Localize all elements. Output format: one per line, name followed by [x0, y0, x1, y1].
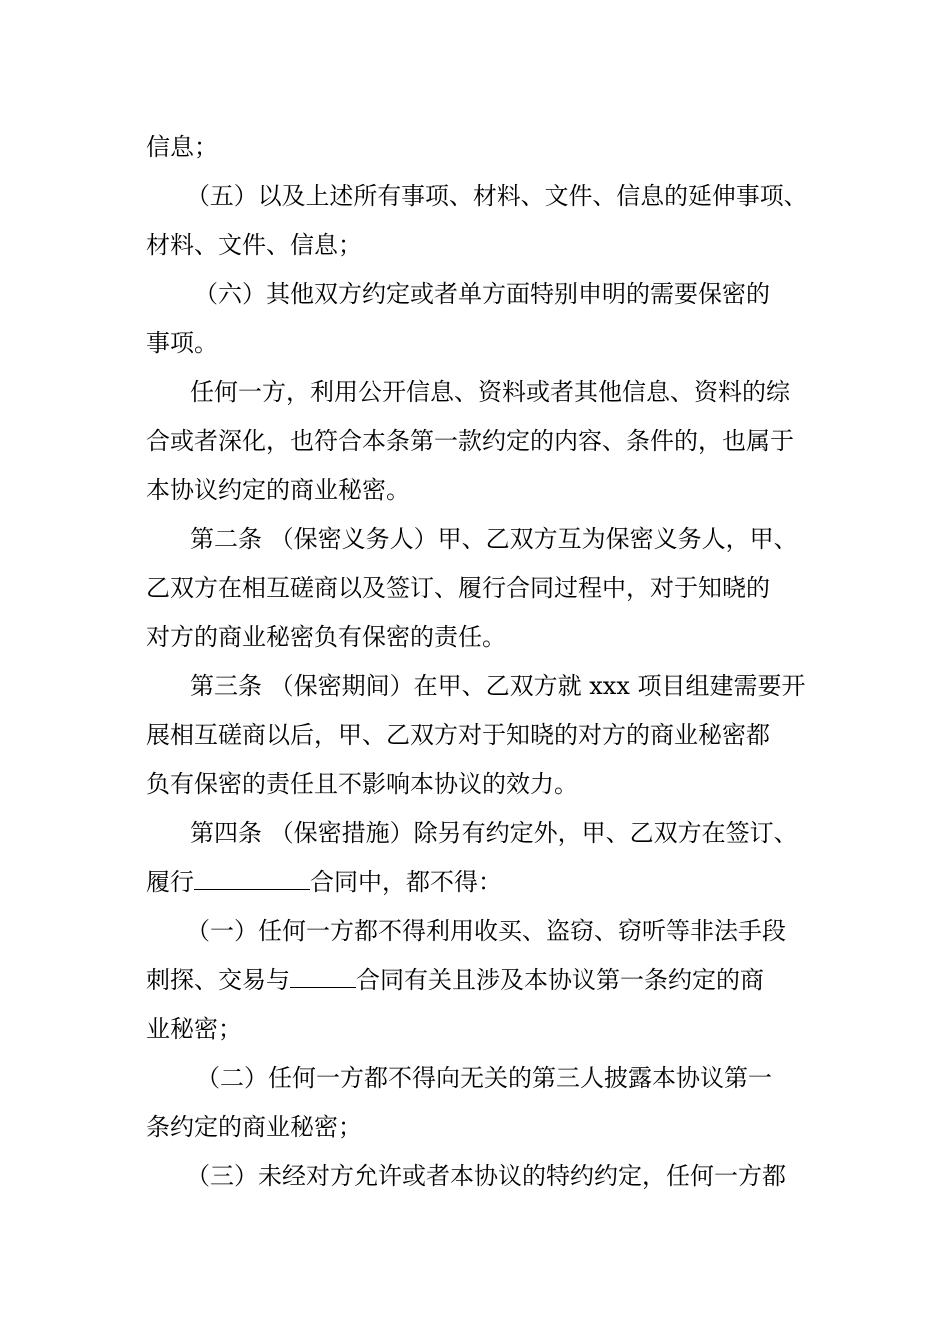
paragraph-line: 条约定的商业秘密；	[146, 1113, 362, 1141]
paragraph-line: 展相互磋商以后，甲、乙双方对于知晓的对方的商业秘密都	[146, 721, 770, 749]
fill-in-blank	[290, 957, 356, 988]
paragraph-line: 业秘密；	[146, 1015, 242, 1043]
line-text-before-blank: 刺探、交易与	[146, 966, 290, 994]
paragraph-line: 乙双方在相互磋商以及签订、履行合同过程中，对于知晓的	[146, 574, 770, 602]
paragraph-line: （二）任何一方都不得向无关的第三人披露本协议第一	[196, 1064, 772, 1092]
paragraph-line: 第四条 （保密措施）除另有约定外，甲、乙双方在签订、	[190, 819, 798, 847]
paragraph-line-with-blank	[146, 956, 808, 1005]
paragraph-line: 第二条 （保密义务人）甲、乙双方互为保密义务人，甲、	[190, 525, 798, 553]
document-body	[146, 123, 808, 1201]
paragraph-line: 负有保密的责任且不影响本协议的效力。	[146, 770, 578, 798]
paragraph-line: 合或者深化，也符合本条第一款约定的内容、条件的，也属于	[146, 427, 794, 455]
paragraph-line: 任何一方，利用公开信息、资料或者其他信息、资料的综	[190, 378, 790, 406]
paragraph-line-with-blank	[146, 858, 808, 907]
paragraph-line: （六）其他双方约定或者单方面特别申明的需要保密的	[194, 280, 770, 308]
fill-in-blank	[194, 859, 310, 890]
line-text-after-blank: 合同中，都不得：	[310, 868, 502, 896]
paragraph-line: 材料、文件、信息；	[146, 231, 362, 259]
paragraph-line: 本协议约定的商业秘密。	[146, 476, 410, 504]
paragraph-line: 对方的商业秘密负有保密的责任。	[146, 623, 506, 651]
paragraph-line: （一）任何一方都不得利用收买、盗窃、窃听等非法手段	[186, 917, 786, 945]
paragraph-line: （五）以及上述所有事项、材料、文件、信息的延伸事项、	[186, 182, 808, 210]
line-text-before-blank: 履行	[146, 868, 194, 896]
paragraph-line: 信息；	[146, 133, 218, 161]
paragraph-line: （三）未经对方允许或者本协议的特约约定，任何一方都	[186, 1162, 786, 1190]
paragraph-line: 事项。	[146, 329, 218, 357]
paragraph-line: 第三条 （保密期间）在甲、乙双方就 xxx 项目组建需要开	[190, 672, 806, 700]
line-text-after-blank: 合同有关且涉及本协议第一条约定的商	[356, 966, 764, 994]
